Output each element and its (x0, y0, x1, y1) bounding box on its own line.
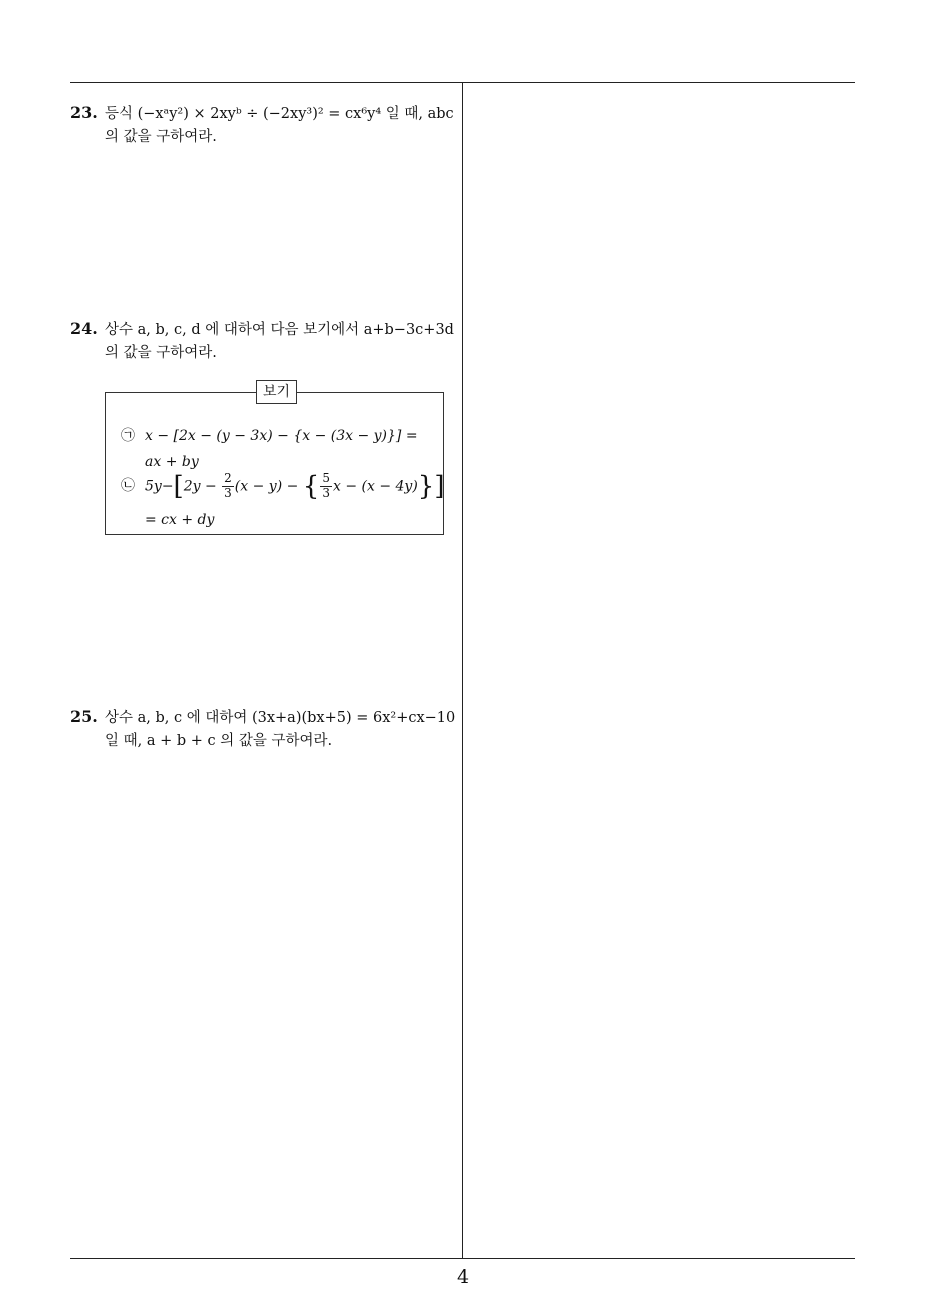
item-expression-c: (x − y) − (234, 478, 299, 495)
page-number: 4 (456, 1266, 470, 1288)
problem-23-line2: 의 값을 구하여라. (105, 129, 217, 146)
item-expression: x − [2x − (y − 3x) − {x − (3x − y)}] = (145, 428, 418, 444)
bottom-rule (70, 1258, 855, 1259)
item-expression-d: x − (x − 4y) (332, 478, 418, 495)
problem-25 (70, 704, 458, 754)
fraction-2-3: $\frac{2}{3}$ (224, 471, 232, 500)
bogi-item-2-continuation: = cx + dy (145, 512, 215, 528)
problem-24-text: 상수 a, b, c, d 에 대하여 다음 보기에서 a+b−3c+3d (105, 322, 454, 338)
problem-24 (70, 316, 458, 366)
problem-23 (70, 100, 458, 150)
problem-number: 23. (70, 103, 98, 122)
item-expression-a: 5y− (145, 478, 174, 495)
bogi-item-1-continuation: ax + by (145, 454, 199, 470)
problem-25-text: 상수 a, b, c 에 대하여 (3x+a)(bx+5) = 6x²+cx−10 (105, 710, 456, 726)
problem-25-line2: 일 때, a + b + c 의 값을 구하여라. (105, 733, 333, 750)
problem-23-line1 (70, 100, 458, 126)
problem-24-line2: 의 값을 구하여라. (105, 345, 217, 362)
problem-number: 25. (70, 707, 98, 726)
bogi-title: 보기 (256, 380, 297, 404)
problem-25-line1 (70, 704, 458, 730)
bogi-item-2: ㉡ 5y−[2y − $\frac{2}{3}$ (x − y) − { $\frac{5}{3}$ x − (x − 4y)}] (121, 471, 445, 502)
problem-24-line1 (70, 316, 458, 342)
bogi-item-1 (121, 425, 418, 447)
problem-number: 24. (70, 319, 98, 338)
fraction-5-3: $\frac{5}{3}$ (322, 471, 330, 500)
item-mark: ㉡ (121, 478, 135, 495)
item-expression-b: 2y − (183, 478, 217, 495)
item-mark: ㉠ (121, 428, 135, 444)
problem-23-text: 등식 (−xᵃy²) × 2xyᵇ ÷ (−2xy³)² = cx⁶y⁴ 일 때, abc (105, 106, 454, 122)
column-divider (462, 82, 463, 1258)
